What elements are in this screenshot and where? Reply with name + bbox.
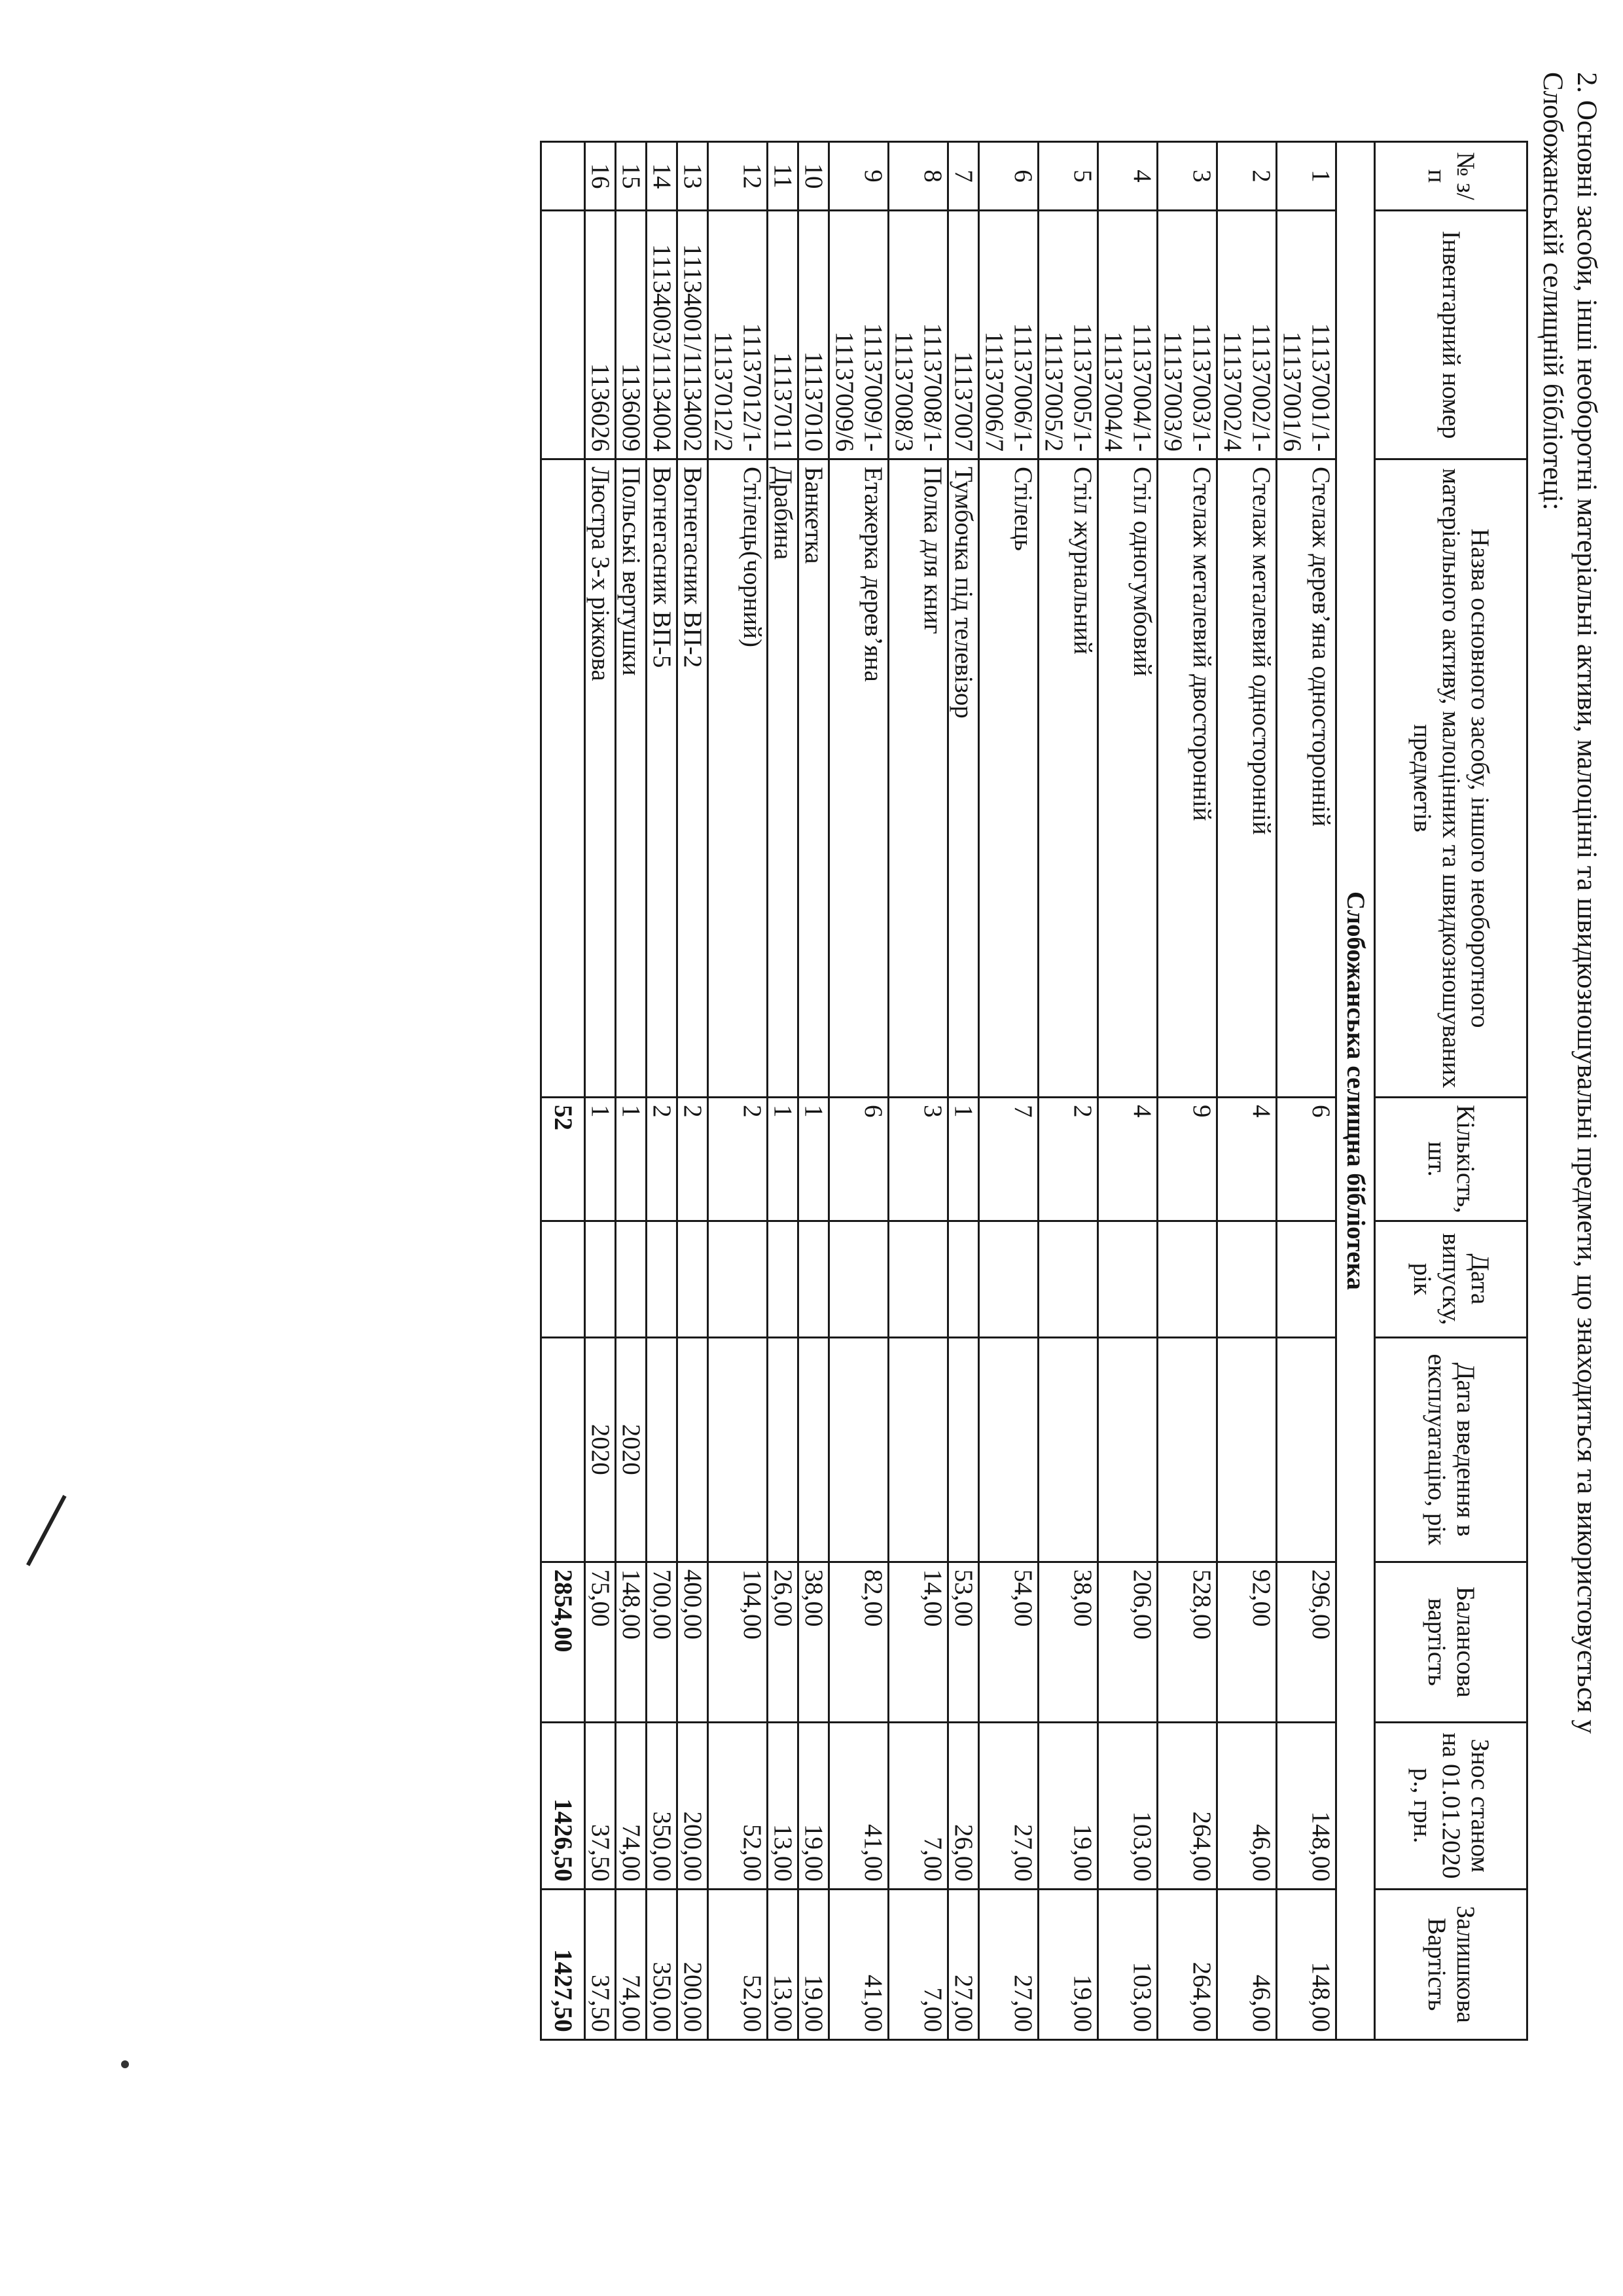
table-row: [798, 142, 829, 2040]
item-name: Стелаж металевий двосторонній: [1158, 459, 1217, 1098]
commission-year: [798, 1337, 829, 1562]
item-name: Банкетка: [798, 459, 829, 1098]
commission-year: [647, 1337, 677, 1562]
release-year: [889, 1221, 948, 1337]
quantity: 9: [1158, 1098, 1217, 1221]
section-row: [1336, 142, 1375, 2040]
quantity: 6: [829, 1098, 889, 1221]
release-year: [616, 1221, 647, 1337]
balance-value: 53,00: [948, 1562, 979, 1722]
header-release-year: Дата випуску, рік: [1375, 1221, 1527, 1337]
release-year: [1098, 1221, 1158, 1337]
table-row: [677, 142, 708, 2040]
balance-value: 700,00: [647, 1562, 677, 1722]
blank: [541, 459, 585, 1098]
row-number: 5: [1039, 142, 1098, 211]
header-residual-value: Залишкова Вартість: [1375, 1889, 1527, 2039]
header-balance-value: Балансова вартість: [1375, 1562, 1527, 1722]
balance-value: 82,00: [829, 1562, 889, 1722]
quantity: 2: [677, 1098, 708, 1221]
balance-value: 14,00: [889, 1562, 948, 1722]
quantity: 4: [1217, 1098, 1277, 1221]
table-row: [889, 142, 948, 2040]
total-depreciation: 1426,50: [541, 1722, 585, 1889]
residual-value: 19,00: [1039, 1889, 1098, 2039]
blank: [541, 1221, 585, 1337]
quantity: 3: [889, 1098, 948, 1221]
depreciation: 74,00: [616, 1722, 647, 1889]
residual-value: 350,00: [647, 1889, 677, 2039]
quantity: 2: [1039, 1098, 1098, 1221]
commission-year: [768, 1337, 798, 1562]
quantity: 1: [616, 1098, 647, 1221]
quantity: 1: [948, 1098, 979, 1221]
release-year: [647, 1221, 677, 1337]
item-name: Полка для книг: [889, 459, 948, 1098]
quantity: 2: [647, 1098, 677, 1221]
row-number: 13: [677, 142, 708, 211]
table-row: [1158, 142, 1217, 2040]
table-row: [948, 142, 979, 2040]
inventory-number: 11137001/1-11137001/6: [1277, 211, 1336, 459]
residual-value: 148,00: [1277, 1889, 1336, 2039]
release-year: [1039, 1221, 1098, 1337]
header-number: № з/п: [1375, 142, 1527, 211]
item-name: Стіл одногумбовий: [1098, 459, 1158, 1098]
commission-year: [889, 1337, 948, 1562]
quantity: 6: [1277, 1098, 1336, 1221]
table-row: [768, 142, 798, 2040]
inventory-number: 11134003/11134004: [647, 211, 677, 459]
depreciation: 103,00: [1098, 1722, 1158, 1889]
table-row: [1039, 142, 1098, 2040]
inventory-number: 11137003/1-11137003/9: [1158, 211, 1217, 459]
inventory-number: 11137008/1-11137008/3: [889, 211, 948, 459]
table-row: [1277, 142, 1336, 2040]
residual-value: 19,00: [798, 1889, 829, 2039]
balance-value: 400,00: [677, 1562, 708, 1722]
balance-value: 148,00: [616, 1562, 647, 1722]
row-number: 2: [1217, 142, 1277, 211]
depreciation: 7,00: [889, 1722, 948, 1889]
inventory-table: [540, 141, 1528, 2041]
item-name: Стіл журнальний: [1039, 459, 1098, 1098]
release-year: [708, 1221, 768, 1337]
table-row: [829, 142, 889, 2040]
quantity: 1: [768, 1098, 798, 1221]
item-name: Стілець: [979, 459, 1039, 1098]
inventory-number: 1136026: [585, 211, 616, 459]
release-year: [829, 1221, 889, 1337]
release-year: [948, 1221, 979, 1337]
depreciation: 350,00: [647, 1722, 677, 1889]
table-row: [979, 142, 1039, 2040]
quantity: 1: [585, 1098, 616, 1221]
row-number: 12: [708, 142, 768, 211]
total-quantity: 52: [541, 1098, 585, 1221]
inventory-number: 11137007: [948, 211, 979, 459]
item-name: Драбина: [768, 459, 798, 1098]
balance-value: 75,00: [585, 1562, 616, 1722]
row-number: 16: [585, 142, 616, 211]
residual-value: 200,00: [677, 1889, 708, 2039]
release-year: [1158, 1221, 1217, 1337]
table-row: [708, 142, 768, 2040]
row-number: 7: [948, 142, 979, 211]
depreciation: 148,00: [1277, 1722, 1336, 1889]
inventory-number: 11137010: [798, 211, 829, 459]
row-number: 14: [647, 142, 677, 211]
inventory-number: 11137004/1-11137004/4: [1098, 211, 1158, 459]
residual-value: 264,00: [1158, 1889, 1217, 2039]
balance-value: 38,00: [798, 1562, 829, 1722]
residual-value: 74,00: [616, 1889, 647, 2039]
depreciation: 200,00: [677, 1722, 708, 1889]
residual-value: 27,00: [979, 1889, 1039, 2039]
inventory-number: 11137009/1-11137009/6: [829, 211, 889, 459]
residual-value: 27,00: [948, 1889, 979, 2039]
item-name: Стелаж дерев’яна односторонній: [1277, 459, 1336, 1098]
item-name: Вогнегасник ВП-5: [647, 459, 677, 1098]
quantity: 7: [979, 1098, 1039, 1221]
balance-value: 38,00: [1039, 1562, 1098, 1722]
release-year: [677, 1221, 708, 1337]
section-title: Слобожанська селищна бібліотека: [1336, 142, 1375, 2040]
balance-value: 206,00: [1098, 1562, 1158, 1722]
heading-line-1: 2. Основні засоби, інші необоротні матеріальні активи, малоцінні та швидкозношувальні предмети, що знаходиться та використовується у: [1571, 72, 1602, 1734]
commission-year: [708, 1337, 768, 1562]
commission-year: [829, 1337, 889, 1562]
item-name: Польські вертушки: [616, 459, 647, 1098]
row-number: 15: [616, 142, 647, 211]
residual-value: 52,00: [708, 1889, 768, 2039]
table-row: [1217, 142, 1277, 2040]
commission-year: [677, 1337, 708, 1562]
balance-value: 528,00: [1158, 1562, 1217, 1722]
balance-value: 104,00: [708, 1562, 768, 1722]
balance-value: 54,00: [979, 1562, 1039, 1722]
residual-value: 41,00: [829, 1889, 889, 2039]
release-year: [979, 1221, 1039, 1337]
row-number: 10: [798, 142, 829, 211]
item-name: Тумбочка під телевізор: [948, 459, 979, 1098]
commission-year: [1277, 1337, 1336, 1562]
totals-row: [541, 142, 585, 2040]
row-number: 1: [1277, 142, 1336, 211]
residual-value: 46,00: [1217, 1889, 1277, 2039]
depreciation: 37,50: [585, 1722, 616, 1889]
release-year: [768, 1221, 798, 1337]
total-residual: 1427,50: [541, 1889, 585, 2039]
row-number: 3: [1158, 142, 1217, 211]
blank: [541, 142, 585, 211]
stray-dot: [121, 2060, 129, 2068]
row-number: 6: [979, 142, 1039, 211]
commission-year: 2020: [616, 1337, 647, 1562]
quantity: 1: [798, 1098, 829, 1221]
depreciation: 52,00: [708, 1722, 768, 1889]
commission-year: [1039, 1337, 1098, 1562]
inventory-number: 11137011: [768, 211, 798, 459]
release-year: [798, 1221, 829, 1337]
row-number: 9: [829, 142, 889, 211]
item-name: Етажерка дерев’яна: [829, 459, 889, 1098]
inventory-number: 11137005/1-11137005/2: [1039, 211, 1098, 459]
inventory-number: 11137002/1-11137002/4: [1217, 211, 1277, 459]
commission-year: 2020: [585, 1337, 616, 1562]
item-name: Люстра 3-х ріжкова: [585, 459, 616, 1098]
item-name: Стілець(чорний): [708, 459, 768, 1098]
release-year: [1217, 1221, 1277, 1337]
table-header-row: [1375, 142, 1527, 2040]
balance-value: 26,00: [768, 1562, 798, 1722]
header-commission-year: Дата введення в експлуатацію, рік: [1375, 1337, 1527, 1562]
commission-year: [948, 1337, 979, 1562]
quantity: 2: [708, 1098, 768, 1221]
release-year: [1277, 1221, 1336, 1337]
inventory-number: 11137012/1-11137012/2: [708, 211, 768, 459]
depreciation: 13,00: [768, 1722, 798, 1889]
row-number: 11: [768, 142, 798, 211]
balance-value: 92,00: [1217, 1562, 1277, 1722]
commission-year: [979, 1337, 1039, 1562]
page-heading: [1535, 72, 1603, 2199]
header-depreciation: Знос станом на 01.01.2020 р., грн.: [1375, 1722, 1527, 1889]
header-inventory-number: Інвентарний номер: [1375, 211, 1527, 459]
depreciation: 41,00: [829, 1722, 889, 1889]
inventory-number: 11137006/1-11137006/7: [979, 211, 1039, 459]
depreciation: 19,00: [798, 1722, 829, 1889]
header-item-name: Назва основного засобу, іншого необоротного матеріального активу, малоцінних та швидкозношуваних предметів: [1375, 459, 1527, 1098]
depreciation: 27,00: [979, 1722, 1039, 1889]
residual-value: 103,00: [1098, 1889, 1158, 2039]
blank: [541, 1337, 585, 1562]
residual-value: 13,00: [768, 1889, 798, 2039]
table-row: [585, 142, 616, 2040]
table-row: [1098, 142, 1158, 2040]
release-year: [585, 1221, 616, 1337]
depreciation: 46,00: [1217, 1722, 1277, 1889]
blank: [541, 211, 585, 459]
depreciation: 19,00: [1039, 1722, 1098, 1889]
heading-line-2: Слобожанській селищній бібліотеці:: [1537, 72, 1568, 511]
residual-value: 37,50: [585, 1889, 616, 2039]
total-balance: 2854,00: [541, 1562, 585, 1722]
table-row: [616, 142, 647, 2040]
residual-value: 7,00: [889, 1889, 948, 2039]
balance-value: 296,00: [1277, 1562, 1336, 1722]
depreciation: 264,00: [1158, 1722, 1217, 1889]
row-number: 8: [889, 142, 948, 211]
row-number: 4: [1098, 142, 1158, 211]
inventory-number: 1136009: [616, 211, 647, 459]
commission-year: [1098, 1337, 1158, 1562]
inventory-number: 11134001/11134002: [677, 211, 708, 459]
quantity: 4: [1098, 1098, 1158, 1221]
item-name: Вогнегасник ВП-2: [677, 459, 708, 1098]
table-row: [647, 142, 677, 2040]
item-name: Стелаж металевий односторонній: [1217, 459, 1277, 1098]
commission-year: [1217, 1337, 1277, 1562]
header-quantity: Кількість, шт.: [1375, 1098, 1527, 1221]
commission-year: [1158, 1337, 1217, 1562]
depreciation: 26,00: [948, 1722, 979, 1889]
